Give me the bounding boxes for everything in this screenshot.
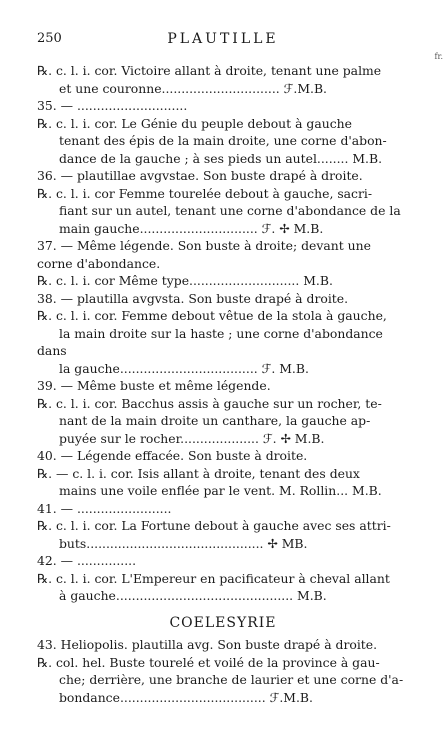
entry-obverse	[37, 167, 409, 185]
entry-reverse	[37, 307, 409, 377]
text-line: ℞. c. l. i. cor. Le Génie du peuple debout à gauche	[37, 115, 352, 131]
text-line: ℞. — c. l. i. cor. Isis allant à droite, tenant des deux	[37, 465, 360, 481]
text-line: ℞. c. l. i. cor. Victoire allant à droite, tenant une palme	[37, 63, 382, 78]
text-line: main gauche.............................. ℱ. ✢ M.B.	[59, 220, 324, 236]
text-line: nant de la main droite un canthare, la gauche ap-	[59, 413, 371, 428]
entry-reverse	[37, 654, 409, 707]
text-line: 37. — Même légende. Son buste à droite; devant une	[37, 238, 371, 253]
text-line: 39. — Même buste et même légende.	[37, 378, 271, 393]
entry-obverse	[37, 447, 409, 465]
entry-reverse	[37, 517, 409, 552]
text-line: che; derrière, une branche de laurier et une corne d'a-	[59, 672, 404, 687]
page-number: 250	[37, 31, 62, 46]
text-line: dance de la gauche ; à ses pieds un autel........ M.B.	[59, 150, 383, 166]
page-header	[0, 31, 446, 51]
entry-reverse	[37, 395, 409, 448]
text-line: fiant sur un autel, tenant une corne d'abondance de la	[59, 203, 401, 218]
text-line: 40. — Légende effacée. Son buste à droite.	[37, 448, 308, 463]
text-line: et une couronne.............................. ℱ.M.B.	[59, 80, 327, 96]
text-line: la gauche................................... ℱ. M.B.	[59, 360, 309, 376]
entry-obverse	[37, 500, 409, 518]
entry-reverse	[37, 272, 409, 290]
text-line: puyée sur le rocher.................... ℱ. ✢ M.B.	[59, 430, 325, 446]
text-line: 41. — ........................	[37, 500, 172, 516]
entry-reverse	[37, 62, 409, 97]
entry-obverse	[37, 636, 409, 654]
text-line: ℞. c. l. i. cor Même type............................ M.B.	[37, 273, 333, 288]
text-line: 36. — plautillae avgvstae. Son buste drapé à droite.	[37, 168, 363, 183]
text-line: la main droite sur la haste ; une corne d'abondance dans	[37, 325, 383, 358]
text-line: 38. — plautilla avgvsta. Son buste drapé à droite.	[37, 290, 349, 306]
entry-reverse	[37, 115, 409, 168]
text-line: tenant des épis de la main droite, une corne d'abon-	[59, 133, 387, 148]
entry-reverse	[37, 465, 409, 500]
text-line: ℞. c. l. i. cor Femme tourelée debout à gauche, sacri-	[37, 185, 373, 201]
text-line: 42. — ...............	[37, 553, 137, 568]
text-line: buts............................................. ✢ MB.	[59, 535, 308, 551]
text-line: ℞. col. hel. Buste tourelé et voilé de la province à gau-	[37, 654, 380, 670]
text-line: ℞. c. l. i. cor. Femme debout vêtue de la stola à gauche,	[37, 308, 387, 323]
entry-obverse	[37, 290, 409, 308]
section-heading: COELESYRIE	[169, 614, 277, 631]
entry-reverse	[37, 570, 409, 605]
entry-reverse	[37, 185, 409, 238]
margin-note: fr.	[434, 52, 443, 61]
catalogue-body	[37, 62, 409, 706]
entry-obverse	[37, 97, 409, 115]
text-line: ℞. c. l. i. cor. L'Empereur en pacificateur à cheval allant	[37, 570, 390, 586]
text-line: corne d'abondance.	[37, 255, 161, 271]
text-line: bondance..................................... ℱ.M.B.	[59, 689, 313, 705]
text-line: ℞. c. l. i. cor. Bacchus assis à gauche sur un rocher, te-	[37, 395, 382, 411]
entry-obverse	[37, 377, 409, 395]
text-line: 43. Heliopolis. plautilla avg. Son buste drapé à droite.	[37, 637, 378, 652]
entry-obverse	[37, 552, 409, 570]
text-line: mains une voile enflée par le vent. M. Rollin... M.B.	[59, 483, 382, 498]
text-line: à gauche............................................. M.B.	[59, 588, 327, 603]
running-title: PLAUTILLE	[167, 31, 279, 47]
text-line: ℞. c. l. i. cor. La Fortune debout à gauche avec ses attri-	[37, 518, 391, 533]
entry-obverse	[37, 237, 409, 272]
text-line: 35. — ............................	[37, 98, 188, 113]
